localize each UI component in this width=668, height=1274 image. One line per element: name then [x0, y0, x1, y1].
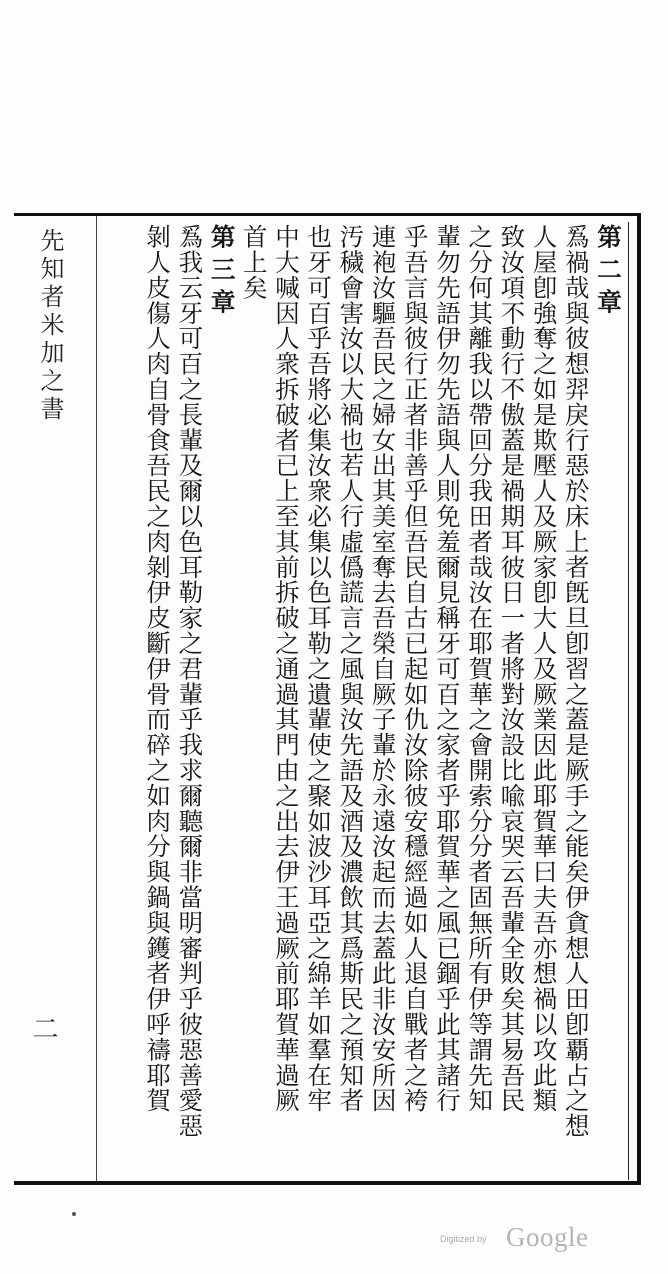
- frame-bottom-rule: [14, 1181, 640, 1185]
- book-title-margin: 先知者米加之書: [36, 228, 64, 424]
- chapter-2-line-5: 輩勿先語伊勿先語與人則免羞爾見稱牙可百之家者乎耶賀華之風已錮乎此其諸行: [432, 224, 462, 1113]
- digitized-by-label: Digitized by: [440, 1234, 487, 1244]
- frame-left-rule: [96, 216, 97, 1181]
- chapter-2-title: 第二章: [594, 224, 623, 322]
- chapter-3-title: 第三章: [207, 224, 237, 322]
- ink-speck: [72, 1212, 76, 1216]
- chapter-3-line-2: 剝人皮傷人肉自骨食吾民之肉剝伊皮斷伊骨而碎之如肉分與鍋與鑊者伊呼禱耶賀: [143, 224, 173, 1113]
- page-number: 二: [28, 1015, 58, 1041]
- chapter-2-line-11: 首上矣: [239, 224, 269, 301]
- frame-top-rule: [14, 213, 640, 216]
- chapter-2-line-8: 汚穢會害汝以大禍也若人行虛僞謊言之風與汝先語及酒及濃飲其爲斯民之預知者: [336, 224, 366, 1113]
- chapter-2-line-4: 之分何其離我以帶回分我田者哉汝在耶賀華之會開索分分者固無所有伊等謂先知: [465, 224, 495, 1113]
- chapter-3-line-1: 𤔡我云牙可百之長輩及爾以色耳勒家之君輩乎我求爾聽爾非當明審判乎彼惡善愛惡: [175, 224, 205, 1139]
- chapter-2-line-2: 人屋卽強奪之如是欺壓人及厥家卽大人及厥業因此耶賀華曰夫吾亦想禍以攻此類: [529, 224, 559, 1113]
- scripture-text: [108, 224, 624, 1176]
- frame-right-inner-rule: [628, 222, 629, 1180]
- chapter-2-line-6: 乎吾言與彼行正者非善乎但吾民自古已起如仇汝除彼安穩經過如人退自戰者之袴: [400, 224, 430, 1113]
- chapter-2-line-9: 也牙可百乎吾將必集汝衆必集以色耳勒之遺輩使之聚如波沙耳亞之綿羊如羣在牢: [304, 224, 334, 1113]
- chapter-2-line-1: 𤔡禍哉與彼想羿戾行惡於床上者旣旦卽習之蓋是厥手之能矣伊貪想人田卽覇占之想: [561, 224, 591, 1139]
- chapter-2-line-7: 連袍汝驅吾民之婦女出其美室奪去吾榮自厥子輩於永遠汝起而去蓋此非汝安所因: [368, 224, 398, 1113]
- google-watermark: Google: [506, 1222, 589, 1252]
- chapter-2-line-10: 中大喊因人衆拆破者已上至其前拆破之通過其門由之出去伊王過厥前耶賀華過厥: [271, 224, 301, 1113]
- chapter-2-line-3: 致汝項不動行不傲蓋是禍期耳彼日一者將對汝設比喩哀哭云吾輩全敗矣其易吾民: [497, 224, 527, 1113]
- frame-right-rule: [637, 213, 641, 1185]
